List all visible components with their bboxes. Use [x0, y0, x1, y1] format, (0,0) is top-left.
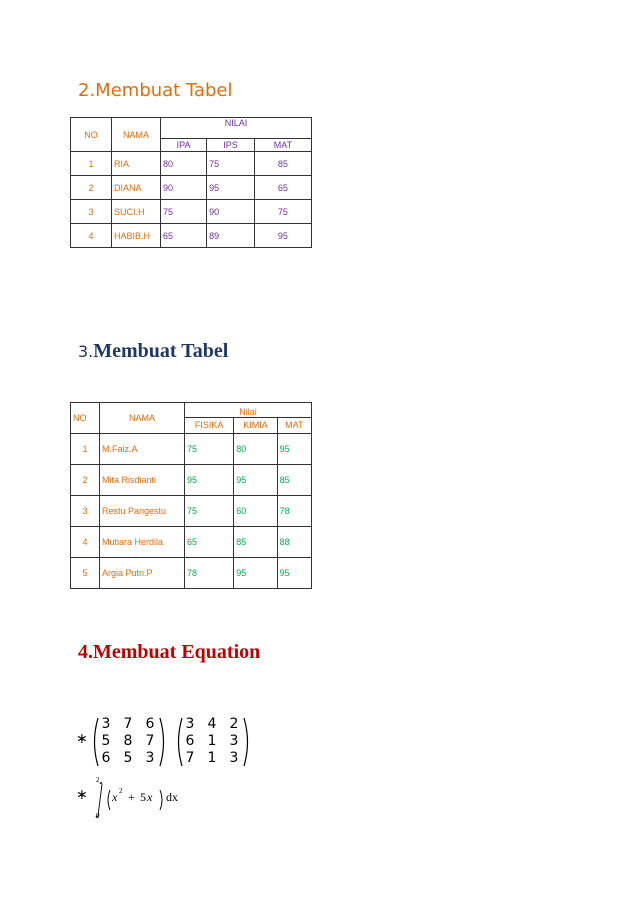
cell-value: 65 [161, 224, 207, 248]
cell-value: 88 [277, 527, 311, 558]
cell-no: 4 [71, 527, 100, 558]
cell-value: 80 [161, 152, 207, 176]
cell-value: 78 [185, 558, 234, 589]
section3-heading-text: Membuat Tabel [93, 340, 229, 362]
matrix-cell: 8 [123, 733, 133, 749]
matrix-cell: 3 [229, 733, 239, 749]
cell-no: 3 [71, 496, 100, 527]
integral-coef: 5 [140, 790, 146, 804]
cell-nama: HABIB.H [112, 224, 161, 248]
matrix-cell: 6 [145, 716, 155, 732]
cell-no: 3 [71, 200, 112, 224]
section3-heading-number: 3. [78, 342, 94, 361]
cell-nama: RIA [112, 152, 161, 176]
integral-dx: dx [166, 790, 178, 804]
matrix-cell: 7 [123, 716, 133, 732]
equation-bullet: ∗ [76, 731, 88, 747]
table-row [71, 224, 312, 248]
cell-value: 75 [207, 152, 255, 176]
cell-nama: Mutiara Herdila [100, 527, 185, 558]
cell-value: 95 [234, 558, 277, 589]
cell-no: 2 [71, 465, 100, 496]
col-header-subject: IPA [161, 139, 207, 152]
matrix-cell: 6 [185, 733, 195, 749]
integral-equation [90, 778, 180, 822]
cell-value: 65 [185, 527, 234, 558]
col-header-subject: MAT [254, 139, 311, 152]
cell-value: 85 [234, 527, 277, 558]
cell-no: 5 [71, 558, 100, 589]
cell-no: 1 [71, 434, 100, 465]
matrix-cell: 6 [101, 750, 111, 766]
cell-value: 95 [254, 224, 311, 248]
table-row [71, 496, 312, 527]
cell-value: 75 [161, 200, 207, 224]
integral-lower-limit: 0 [96, 812, 100, 820]
matrix-cell: 3 [229, 750, 239, 766]
cell-value: 75 [185, 496, 234, 527]
cell-nama: M.Faiz.A [100, 434, 185, 465]
matrix-cell: 7 [185, 750, 195, 766]
cell-value: 78 [277, 496, 311, 527]
matrix-cell: 3 [185, 716, 195, 732]
table-row [71, 176, 312, 200]
cell-nama: Restu Pangestu [100, 496, 185, 527]
cell-value: 85 [277, 465, 311, 496]
cell-value: 95 [185, 465, 234, 496]
cell-nama: SUCI.H [112, 200, 161, 224]
col-header-subject: KIMIA [234, 417, 277, 433]
cell-value: 95 [234, 465, 277, 496]
table-row [71, 200, 312, 224]
cell-value: 75 [254, 200, 311, 224]
cell-value: 95 [207, 176, 255, 200]
col-header-nilai: Nilai [185, 403, 312, 418]
matrix-cell: 1 [207, 750, 217, 766]
integral-upper-limit: 2 [96, 776, 100, 784]
col-header-subject: FISIKA [185, 417, 234, 433]
cell-value: 89 [207, 224, 255, 248]
cell-value: 90 [161, 176, 207, 200]
table-row [71, 527, 312, 558]
matrix-cell: 7 [145, 733, 155, 749]
cell-value: 95 [277, 434, 311, 465]
grades-table-1 [70, 117, 312, 248]
col-header-nilai: NILAI [161, 118, 312, 139]
table-row [71, 558, 312, 589]
matrix-cell: 4 [207, 716, 217, 732]
equation-bullet: ∗ [76, 787, 88, 803]
table-row [71, 434, 312, 465]
col-header-no: NO [71, 403, 100, 434]
section2-heading: 2.Membuat Tabel [78, 80, 233, 101]
matrix-cell: 2 [229, 716, 239, 732]
cell-nama: DIANA [112, 176, 161, 200]
cell-nama: Mita Risdianti [100, 465, 185, 496]
matrix-cell: 5 [123, 750, 133, 766]
col-header-subject: MAT [277, 417, 311, 433]
col-header-nama: NAMA [112, 118, 161, 152]
integral-exponent: 2 [119, 787, 123, 795]
section3-heading [78, 340, 228, 363]
table-row [71, 465, 312, 496]
cell-value: 80 [234, 434, 277, 465]
matrix-cell: 3 [101, 716, 111, 732]
cell-nama: Argia Putri.P [100, 558, 185, 589]
col-header-subject: IPS [207, 139, 255, 152]
cell-value: 85 [254, 152, 311, 176]
table-row [71, 152, 312, 176]
col-header-no: NO [71, 118, 112, 152]
cell-value: 95 [277, 558, 311, 589]
integral-var-x2: x [147, 790, 153, 804]
cell-value: 65 [254, 176, 311, 200]
grades-table-2 [70, 402, 312, 589]
integral-var-x: x [112, 790, 118, 804]
cell-no: 4 [71, 224, 112, 248]
integral-plus: + [128, 790, 135, 804]
cell-no: 2 [71, 176, 112, 200]
matrix-cell: 1 [207, 733, 217, 749]
cell-value: 75 [185, 434, 234, 465]
matrix-cell: 3 [145, 750, 155, 766]
cell-value: 90 [207, 200, 255, 224]
cell-value: 60 [234, 496, 277, 527]
cell-no: 1 [71, 152, 112, 176]
col-header-nama: NAMA [100, 403, 185, 434]
matrix-cell: 5 [101, 733, 111, 749]
section4-heading: 4.Membuat Equation [78, 641, 261, 663]
